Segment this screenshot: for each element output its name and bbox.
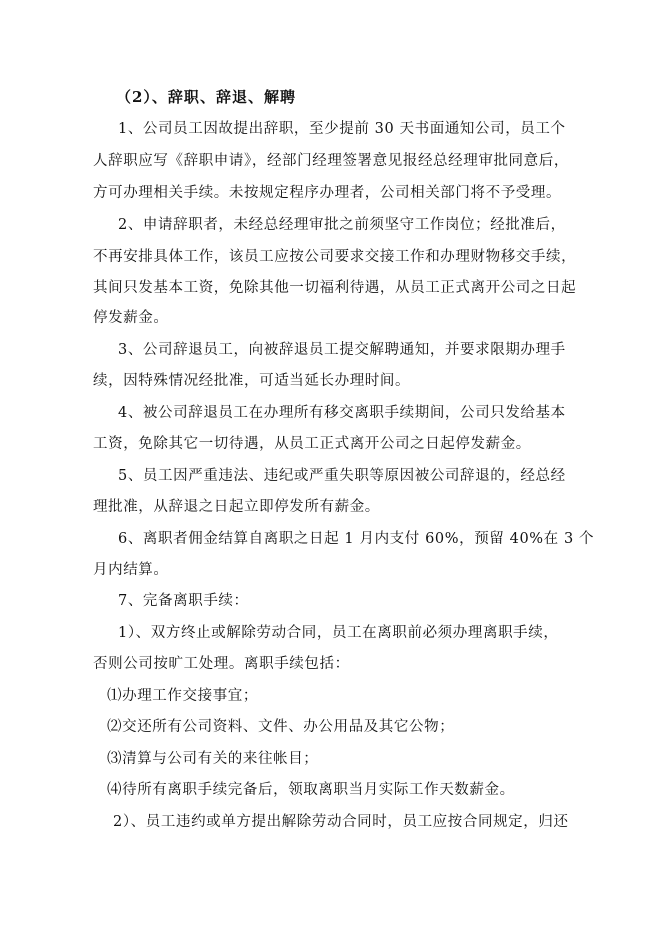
- paragraph-1-line-1: 1、公司员工因故提出辞职，至少提前 30 天书面通知公司，员工个: [118, 121, 566, 137]
- paragraph-6-line-2: 月内结算。: [93, 562, 169, 578]
- paragraph-8-line-2: 否则公司按旷工处理。离职手续包括：: [93, 656, 350, 672]
- paragraph-2-line-4: 停发薪金。: [93, 310, 169, 326]
- paragraph-5-line-1: 5、员工因严重违法、违纪或严重失职等原因被公司辞退的，经总经: [118, 468, 566, 484]
- paragraph-1-line-3: 方可办理相关手续。未按规定程序办理者，公司相关部门将不予受理。: [93, 185, 562, 201]
- paragraph-5-line-2: 理批准，从辞退之日起立即停发所有薪金。: [93, 499, 380, 515]
- paragraph-6-line-1: 6、离职者佣金结算自离职之日起 1 月内支付 60%，预留 40%在 3 个: [118, 531, 595, 547]
- paragraph-7-line-1: 7、完备离职手续：: [118, 593, 249, 609]
- paragraph-8-line-1: 1）、双方终止或解除劳动合同，员工在离职前必须办理离职手续，: [118, 625, 559, 641]
- paragraph-3-line-2: 续，因特殊情况经批准，可适当延长办理时间。: [93, 373, 411, 389]
- paragraph-4-line-1: 4、被公司辞退员工在办理所有移交离职手续期间，公司只发给基本: [118, 405, 566, 421]
- paragraph-1-line-2: 人辞职应写《辞职申请》，经部门经理签署意见报经总经理审批同意后，: [93, 153, 569, 169]
- list-item-2: ⑵交还所有公司资料、文件、办公用品及其它公物；: [107, 719, 455, 735]
- paragraph-4-line-2: 工资，免除其它一切待遇，从员工正式离开公司之日起停发薪金。: [93, 436, 531, 452]
- paragraph-2-line-3: 其间只发基本工资，免除其他一切福利待遇，从员工正式离开公司之日起: [93, 280, 577, 296]
- list-item-4: ⑷待所有离职手续完备后，领取离职当月实际工作天数薪金。: [107, 782, 515, 798]
- paragraph-2-line-2: 不再安排具体工作，该员工应按公司要求交接工作和办理财物移交手续，: [93, 249, 577, 265]
- final-line: 2）、员工违约或单方提出解除劳动合同时，员工应按合同规定，归还: [113, 814, 569, 830]
- section-heading: （2）、辞职、辞退、解聘: [116, 88, 296, 106]
- paragraph-3-line-1: 3、公司辞退员工，向被辞退员工提交解聘通知，并要求限期办理手: [118, 342, 566, 358]
- list-item-3: ⑶清算与公司有关的来往帐目；: [107, 751, 319, 767]
- paragraph-2-line-1: 2、申请辞职者，未经总经理审批之前须坚守工作岗位；经批准后，: [118, 217, 566, 233]
- list-item-1: ⑴办理工作交接事宜；: [107, 688, 258, 704]
